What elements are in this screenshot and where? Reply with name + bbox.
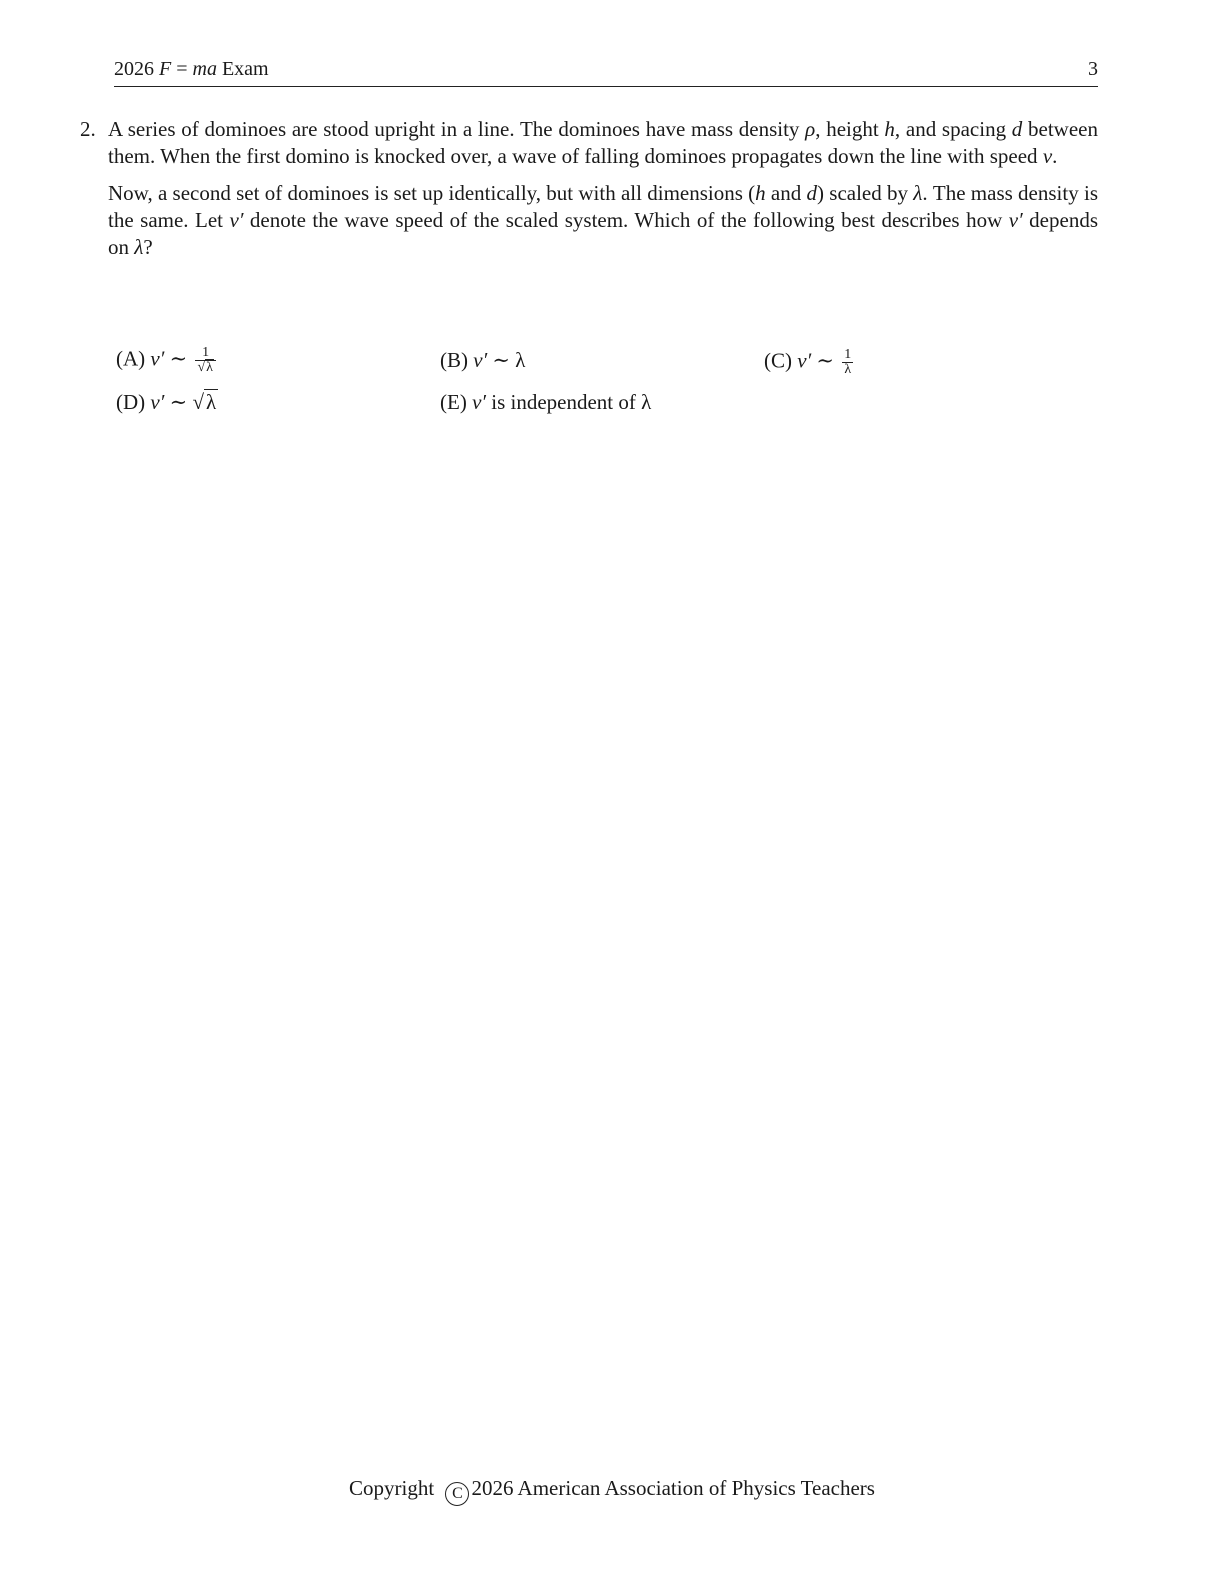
sqrt-icon: √ [192, 390, 204, 414]
choice-c-lhs: v′ [797, 348, 812, 373]
p1-text-2: , height [815, 117, 885, 141]
title-equals: = [171, 58, 193, 80]
choice-d[interactable] [116, 390, 218, 415]
page-number: 3 [1088, 58, 1098, 80]
title-word: Exam [216, 58, 269, 80]
sqrt-icon: √ [197, 360, 206, 375]
choice-d-rhs: λ [205, 390, 217, 414]
choice-a-denominator [195, 361, 215, 375]
choice-a-fraction [195, 346, 215, 375]
var-d-2: d [806, 181, 818, 205]
var-h-2: h [755, 181, 766, 205]
choice-a-numerator: 1 [195, 346, 215, 361]
choice-b-relation: ∼ [492, 348, 511, 372]
p1-text-4: between them. When the first domino is knocked over, a wave of falling dominoes propagates down the line with speed [108, 117, 1098, 168]
p1-text-3: , and spacing [894, 117, 1012, 141]
choice-b-lhs: v′ [473, 348, 488, 372]
choice-c-fraction [842, 348, 853, 377]
choice-b-rhs: λ [515, 348, 526, 372]
exam-year: 2026 [114, 58, 154, 80]
var-v: v [1042, 144, 1053, 168]
var-lambda-2: λ [134, 235, 144, 259]
copyright-prefix: Copyright [349, 1476, 440, 1500]
page-footer [0, 1476, 1224, 1506]
var-rho: ρ [805, 117, 816, 141]
choice-d-label: (D) [116, 390, 146, 414]
choice-a-lhs: v′ [150, 346, 165, 371]
choice-a[interactable] [116, 346, 216, 375]
choice-c-label: (C) [764, 348, 792, 373]
title-var-ma: ma [192, 58, 217, 80]
problem-paragraph-2 [108, 180, 1098, 261]
copyright-text: 2026 American Association of Physics Teachers [471, 1476, 875, 1500]
choice-e[interactable] [440, 390, 651, 415]
var-v-prime-2: v′ [1008, 208, 1023, 232]
choice-c-denominator: λ [844, 362, 852, 377]
problem-2 [80, 116, 1098, 271]
answer-choices [116, 340, 1096, 430]
choice-e-rhs: λ [641, 390, 652, 414]
var-lambda: λ [913, 181, 923, 205]
var-d: d [1011, 117, 1023, 141]
exam-title [114, 58, 269, 81]
choice-e-label: (E) [440, 390, 467, 414]
choice-e-text: is independent of [486, 390, 642, 414]
var-v-prime: v′ [229, 208, 244, 232]
choice-b[interactable] [440, 348, 525, 373]
choice-d-relation: ∼ [169, 390, 188, 414]
p2-text-1: Now, a second set of dominoes is set up identically, but with all dimensions ( [108, 181, 756, 205]
p2-text-6: depends on [108, 208, 1098, 259]
page-header [114, 56, 1098, 87]
var-h: h [884, 117, 895, 141]
title-var-f: F [159, 58, 172, 80]
p2-text-7: ? [143, 235, 153, 259]
p2-text-2: and [765, 181, 807, 205]
problem-paragraph-1 [108, 116, 1098, 170]
choice-a-relation: ∼ [169, 346, 188, 371]
choice-c-relation: ∼ [816, 348, 835, 373]
p2-text-4: . The mass density is the same. Let [108, 181, 1098, 232]
choice-b-label: (B) [440, 348, 468, 372]
choice-c[interactable] [764, 348, 853, 377]
p2-text-3: ) scaled by [817, 181, 914, 205]
problem-body [108, 116, 1098, 261]
p2-text-5: denote the wave speed of the scaled system. Which of the following best describes how [243, 208, 1009, 232]
choice-d-lhs: v′ [150, 390, 165, 414]
p1-text-1: A series of dominoes are stood upright in a line. The dominoes have mass density [108, 117, 806, 141]
p1-text-5: . [1052, 144, 1058, 168]
problem-number: 2. [80, 117, 96, 141]
choice-a-den-var: λ [206, 360, 213, 375]
choice-a-label: (A) [116, 346, 146, 371]
choice-e-lhs: v′ [472, 390, 486, 414]
copyright-icon: C [445, 1482, 469, 1506]
choice-c-numerator: 1 [844, 347, 852, 362]
